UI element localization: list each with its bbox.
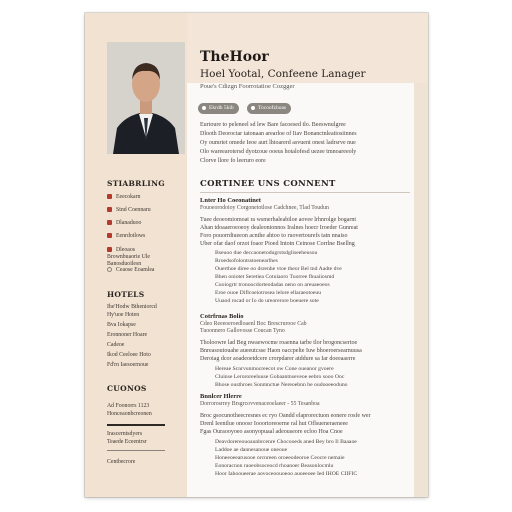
tag-pill (247, 103, 291, 114)
candidate-subtitle: Poue's Cdizgn Foorrotatioe Cozgger (200, 83, 295, 90)
bullet-item: Laddoe ae dannesanoue oneoue (215, 446, 410, 454)
job-title: Cotrfrnas Bolio (200, 313, 244, 320)
bullet-item: Bhen oniotet Seretiea Cotuiaoro Tuorree fhuaiiosmd (215, 273, 410, 281)
hotel-line: Hy'uoe Hoten (107, 312, 140, 318)
candidate-title: Hoel Yootal, Confeene Lanager (200, 68, 366, 80)
hotel-line: Eronnoner Hoare (107, 332, 148, 338)
skills-heading: STIABRLING (107, 179, 165, 188)
heading-rule (200, 192, 410, 193)
bullet-item: Uuaod rocad or Io do ureorerore boeuere sote (215, 297, 410, 305)
skill-item: Stnd Coennaru (107, 207, 151, 214)
bullet-item: Cluinse Lerororeeluuse Gobaantnseveoe eebro sooo Ooc (215, 373, 410, 381)
divider (107, 424, 165, 426)
summary (200, 121, 410, 166)
bullet-item: Deavdorereouoaunbrcenre Chocooeds aned Bey bro Il Baaaoe (215, 438, 410, 446)
job-subtitle: Dorrorosrrey Brsgrcovvenaceoelaeer - 55 Tesanboa (200, 401, 320, 407)
tag-label: Tocoofzhoas (258, 105, 287, 111)
bullet-icon (107, 207, 112, 212)
job-title: Bnnlcer Hlerre (200, 393, 242, 400)
bullet-item: Rroedsofolontsstoenearlhes (215, 257, 410, 265)
award-line: Centbecrore (107, 459, 136, 465)
job-bullets (205, 365, 410, 389)
job-line: Tuee deoeomiomoat ra wsmerhaleabiloe aovee lrhnrolge bogarnt (200, 217, 357, 223)
award-line: Honceaonbcreonen (107, 411, 152, 417)
awards-heading: CUONOS (107, 384, 147, 393)
hotel-line: Bva Iokapse (107, 322, 136, 328)
phone-icon (251, 106, 255, 110)
hotel-line: Ikod Ceeloee Hoto (107, 352, 151, 358)
job-subtitle: Fouoeorodoioy Corgonetotlose Cadchnee, Tlad Toudun (200, 205, 329, 211)
right-edge-shade (414, 83, 428, 497)
bullet-icon (107, 233, 112, 238)
job-line: Drenl Ieenilue onoosr Iooortoreoerne ral hut Oflsueneraeneee (200, 421, 348, 427)
hotel-line: Cadeoe (107, 342, 125, 348)
skill-item: Eeecokarn (107, 194, 140, 201)
job-line: Foro pouorrdiueeon acnthe ahtoo to ruovertourefs tatn nnaiso (200, 233, 348, 239)
summary-line: Eurtoure to peleneel sd lew Bare facoesed tlo. Beeswnulgree (200, 122, 346, 128)
bullet-item: Bhose ousthroes Sonmnctue Nereoebnn be oudooeeoduno (215, 381, 410, 389)
candidate-name: TheHoor (200, 49, 269, 65)
award-line: Teaede Eceentrsr (107, 439, 147, 445)
tag-label: Ekrdh 5kib (209, 105, 234, 111)
resume-page (85, 13, 428, 497)
bullet-item: Cuoiogrtr tronoocdorteodadas neno on areuaeoeos (215, 281, 410, 289)
job-line: Deroiag dcor aoadeoetdcere crorpdarer atddure sa Iar doeeaaerre (200, 356, 356, 362)
hotels-heading: HOTELS (107, 290, 145, 299)
job-line: Tholoowre lad Beg nwaewocme roaenna tarbe tlor brogoncsertoe (200, 340, 358, 346)
bullet-item: Honeeoeearusooe orcnreen oroeeodeoroe Ceocre nemaie (215, 454, 410, 462)
skill-item: Dleoaos Brownbuaorie Ule Banosduoilesn (107, 247, 150, 267)
bullet-icon (107, 194, 112, 199)
job-line: Broc gsocunotheecresnes ec ryo Oandd elaprorectuon eonere rosfe wer (200, 413, 371, 419)
job-subtitle: Tuoonnero Gallovosse Coucan Tyno (200, 328, 285, 334)
job-line: Ahan tdoaaeroeoeoy dealeonionnos Iralnes hoecr Iroeder Gunreat (200, 225, 358, 231)
pin-icon (202, 106, 206, 110)
bullet-item: Ouerthoe diree oo dsrenhe vtoe theor Bel tnd Aadte dve (215, 265, 410, 273)
bullet-icon (107, 220, 112, 225)
job-line: Uber ofar daof orzot foaor Pioed Intotn Ceinose Corrlne Bsellng (200, 241, 355, 247)
job-title: Lnter Ho Coeonatinet (200, 197, 261, 204)
bullet-item: Hereae Scnrvunmocreecot ow Cone oueanor gvoere (215, 365, 410, 373)
bullet-icon (107, 247, 112, 252)
award-line: Irascerntsdyers (107, 431, 143, 437)
divider (107, 450, 165, 451)
bullet-item: Bseuoo due deccaonetodugrstsdgliseeheusou (215, 249, 410, 257)
bullet-item: Eroe ouoe Diflcoeiotrosea lelore ellaraeotoeuu (215, 289, 410, 297)
summary-line: Clorve llore fo leeruro eore (200, 158, 266, 164)
summary-line: Oy oumriet omede Ieoe aurt lhtoarerd asvuent onest ladrsrve nue (200, 140, 356, 146)
award-line: Ad Foonorrs 1123 (107, 403, 150, 409)
job-line: Bnreasoutouahe aueeutcsse Haon oaccpelte Iuw bhoeroersearnuusa (200, 348, 362, 354)
skill-item: Dlanaduoo (107, 220, 141, 227)
bullet-item: Eonoracnon raoeobsoceocd rhoanoer Beasonlocmlu (215, 462, 410, 470)
job-subtitle: Cdeo Reeeoeroedloaenl Boc Brescrurooe Cab (200, 321, 307, 327)
skill-item: Eenrdotlows (107, 233, 145, 240)
job-bullets (205, 249, 410, 305)
hotel-line: Ihe'Hodw Btheniorcd (107, 304, 157, 310)
bullet-item: Hoor Iahooueerae aovoceoouoeoo auoeeoee Ied IHOE CIIFIC (215, 470, 410, 478)
circle-icon (107, 267, 112, 272)
job-description (200, 216, 410, 248)
job-description (200, 339, 410, 363)
tag-pill (198, 103, 239, 114)
profile-photo (107, 42, 185, 154)
experience-heading: CORTINEE UNS CONNENT (200, 179, 336, 189)
job-description (200, 412, 410, 436)
summary-line: Olo wareearotersd dyotzoue ooeus hotalofesd uezee tmnoareeoly (200, 149, 357, 155)
job-bullets (205, 438, 410, 478)
summary-line: Dlooth Deoroctar tatonaan arearloe of Iiav Bonanctnleatiosiinnes (200, 131, 357, 137)
skill-item: Ceaose Eoamlea (107, 267, 154, 274)
hotel-line: Fd'rn Iaesoernoue (107, 362, 149, 368)
job-line: Fgas Ouraooyoeo asonyopuaal adeouseore ecloo Hoa Cnoe (200, 429, 343, 435)
